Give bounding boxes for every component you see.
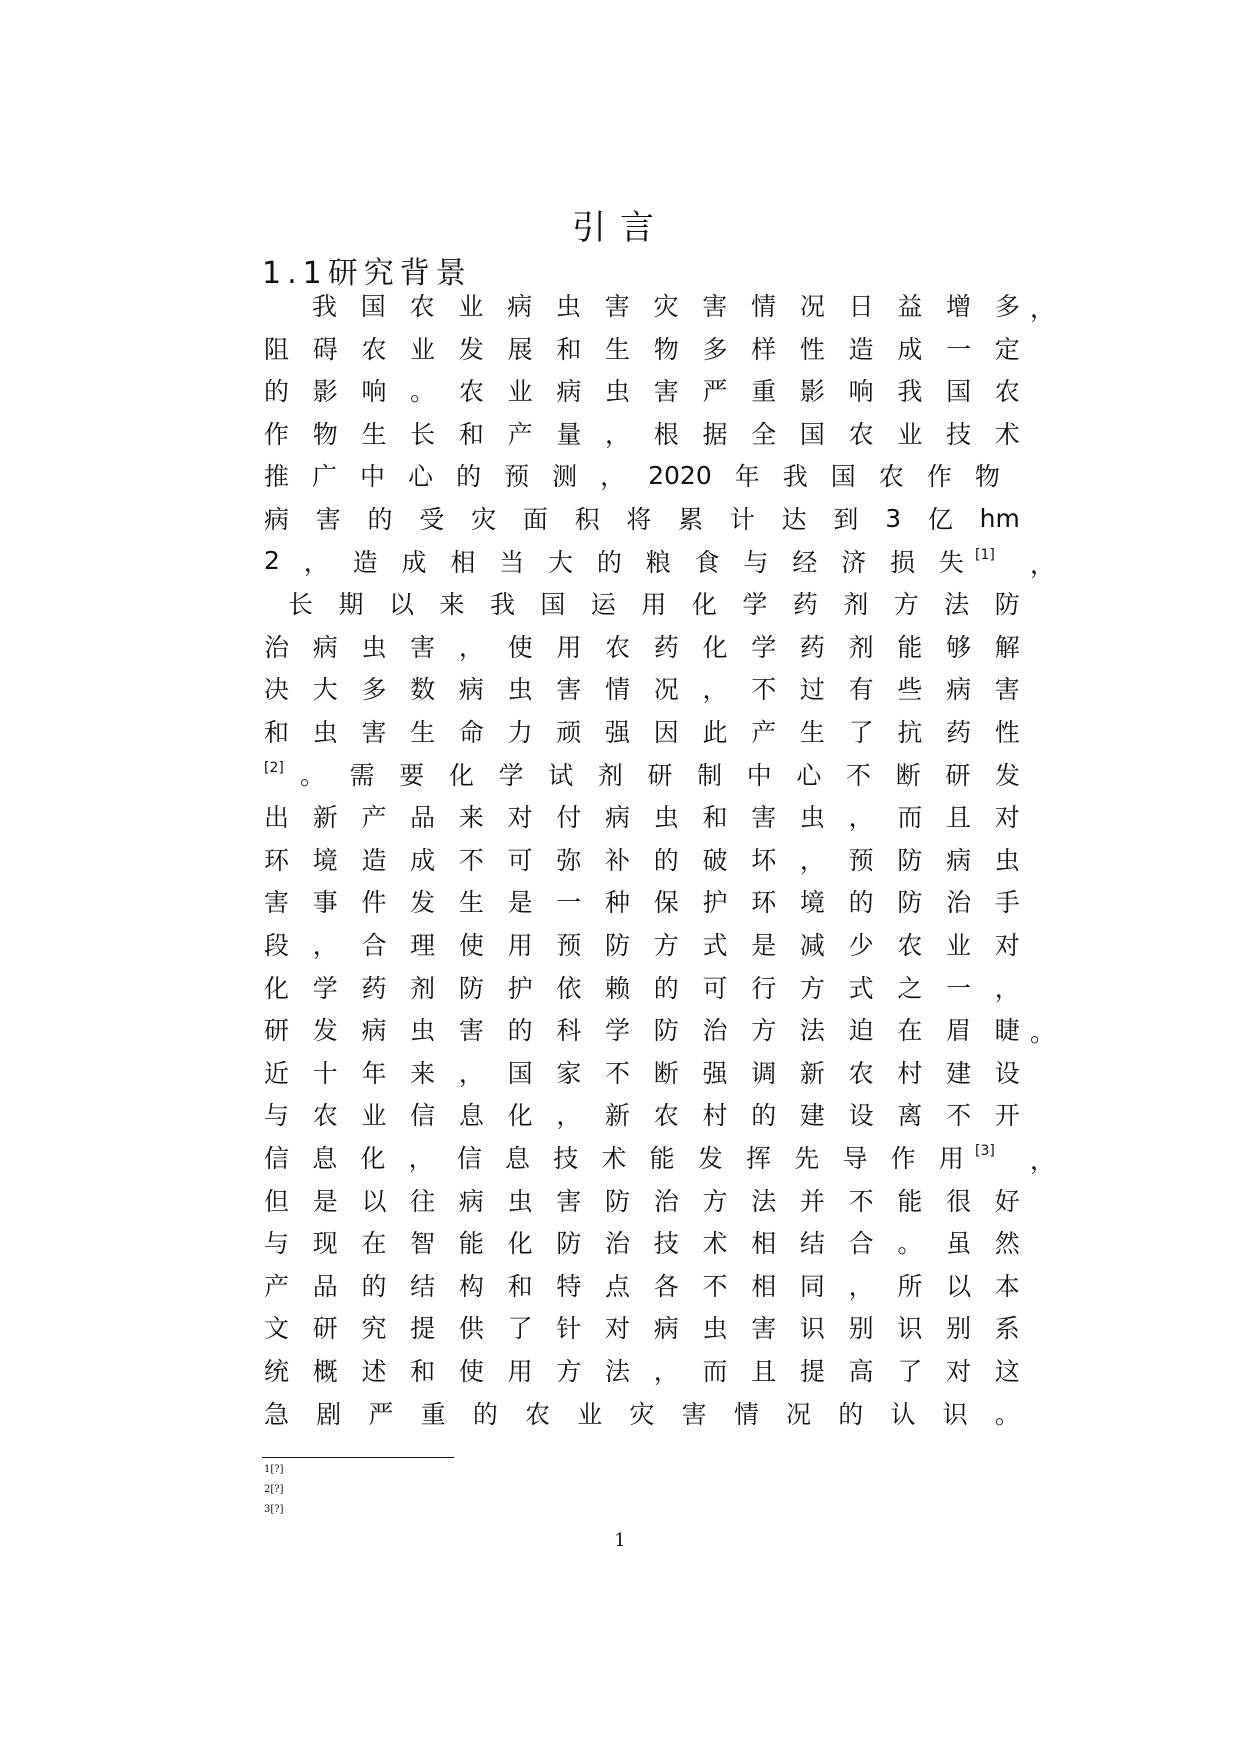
body-line: 研 发 病 虫 害 的 科 学 防 治 方 法 迫 在 眉 睫 bbox=[264, 1016, 1020, 1046]
body-line: 急 剧 严 重 的 农 业 灾 害 情 况 的 认 识 。 bbox=[264, 1399, 1020, 1429]
body-line: 2 ， 造 成 相 当 大 的 粮 食 与 经 济 损 失 bbox=[264, 546, 964, 577]
body-line: 产 品 的 结 构 和 特 点 各 不 相 同 ， 所 以 本 bbox=[264, 1271, 1020, 1301]
trailing-period: 。 bbox=[1030, 1018, 1056, 1048]
page-title: 引言 bbox=[572, 208, 668, 248]
body-line: 害 事 件 发 生 是 一 种 保 护 环 境 的 防 治 手 bbox=[264, 888, 1020, 918]
body-line: 我 国 农 业 病 虫 害 灾 害 情 况 日 益 增 多 bbox=[312, 292, 1020, 321]
body-line: 化 学 药 剂 防 护 依 赖 的 可 行 方 式 之 一 ， bbox=[264, 973, 1020, 1003]
body-line: 长 期 以 来 我 国 运 用 化 学 药 剂 方 法 防 bbox=[288, 590, 1020, 620]
footnote-rule bbox=[262, 1457, 454, 1458]
body-line: 出 新 产 品 来 对 付 病 虫 和 害 虫 ， 而 且 对 bbox=[264, 803, 1020, 833]
body-line: 段 ， 合 理 使 用 预 防 方 式 是 减 少 农 业 对 bbox=[264, 931, 1020, 960]
body-line: 决 大 多 数 病 虫 害 情 况 ， 不 过 有 些 病 害 bbox=[264, 675, 1020, 705]
section-heading: 1.1研究背景 bbox=[262, 256, 472, 291]
body-line: 病 害 的 受 灾 面 积 将 累 计 达 到 3 亿 hm bbox=[264, 503, 1020, 534]
body-line: 治 病 虫 害 ， 使 用 农 药 化 学 药 剂 能 够 解 bbox=[264, 632, 1020, 662]
trailing-comma: ， bbox=[1030, 549, 1056, 579]
citation-3: [3] bbox=[975, 1143, 995, 1159]
body-line: 作 物 生 长 和 产 量 ， 根 据 全 国 农 业 技 术 bbox=[264, 419, 1020, 449]
body-line: 。 需 要 化 学 试 剂 研 制 中 心 不 断 研 发 bbox=[300, 760, 1020, 790]
body-line: 统 概 述 和 使 用 方 法 ， 而 且 提 高 了 对 这 bbox=[264, 1357, 1020, 1386]
body-line: 文 研 究 提 供 了 针 对 病 虫 害 识 别 识 别 系 bbox=[264, 1314, 1020, 1344]
body-line: 但 是 以 往 病 虫 害 防 治 方 法 并 不 能 很 好 bbox=[264, 1186, 1020, 1216]
trailing-comma: ， bbox=[1030, 294, 1056, 323]
footnote-1: 1[?] bbox=[264, 1464, 284, 1475]
citation-1: [1] bbox=[975, 546, 995, 563]
body-line: 近 十 年 来 ， 国 家 不 断 强 调 新 农 村 建 设 bbox=[264, 1058, 1020, 1088]
body-line: 与 农 业 信 息 化 ， 新 农 村 的 建 设 离 不 开 bbox=[264, 1101, 1020, 1131]
body-line: 推 广 中 心 的 预 测 ， 2020 年 我 国 农 作 物 bbox=[264, 460, 1000, 492]
trailing-comma: ， bbox=[1030, 1146, 1056, 1175]
page-number: 1 bbox=[614, 1530, 626, 1551]
footnote-2: 2[?] bbox=[264, 1484, 284, 1495]
footnote-3: 3[?] bbox=[264, 1504, 284, 1515]
body-line: 信 息 化 ， 信 息 技 术 能 发 挥 先 导 作 用 bbox=[264, 1144, 964, 1173]
body-line: 和 虫 害 生 命 力 顽 强 因 此 产 生 了 抗 药 性 bbox=[264, 718, 1020, 747]
body-line: 的 影 响 。 农 业 病 虫 害 严 重 影 响 我 国 农 bbox=[264, 377, 1020, 407]
body-line: 阻 碍 农 业 发 展 和 生 物 多 样 性 造 成 一 定 bbox=[264, 334, 1020, 364]
body-line: 与 现 在 智 能 化 防 治 技 术 相 结 合 。 虽 然 bbox=[264, 1229, 1020, 1259]
citation-2: [2] bbox=[264, 759, 284, 776]
body-line: 环 境 造 成 不 可 弥 补 的 破 坏 ， 预 防 病 虫 bbox=[264, 845, 1020, 875]
